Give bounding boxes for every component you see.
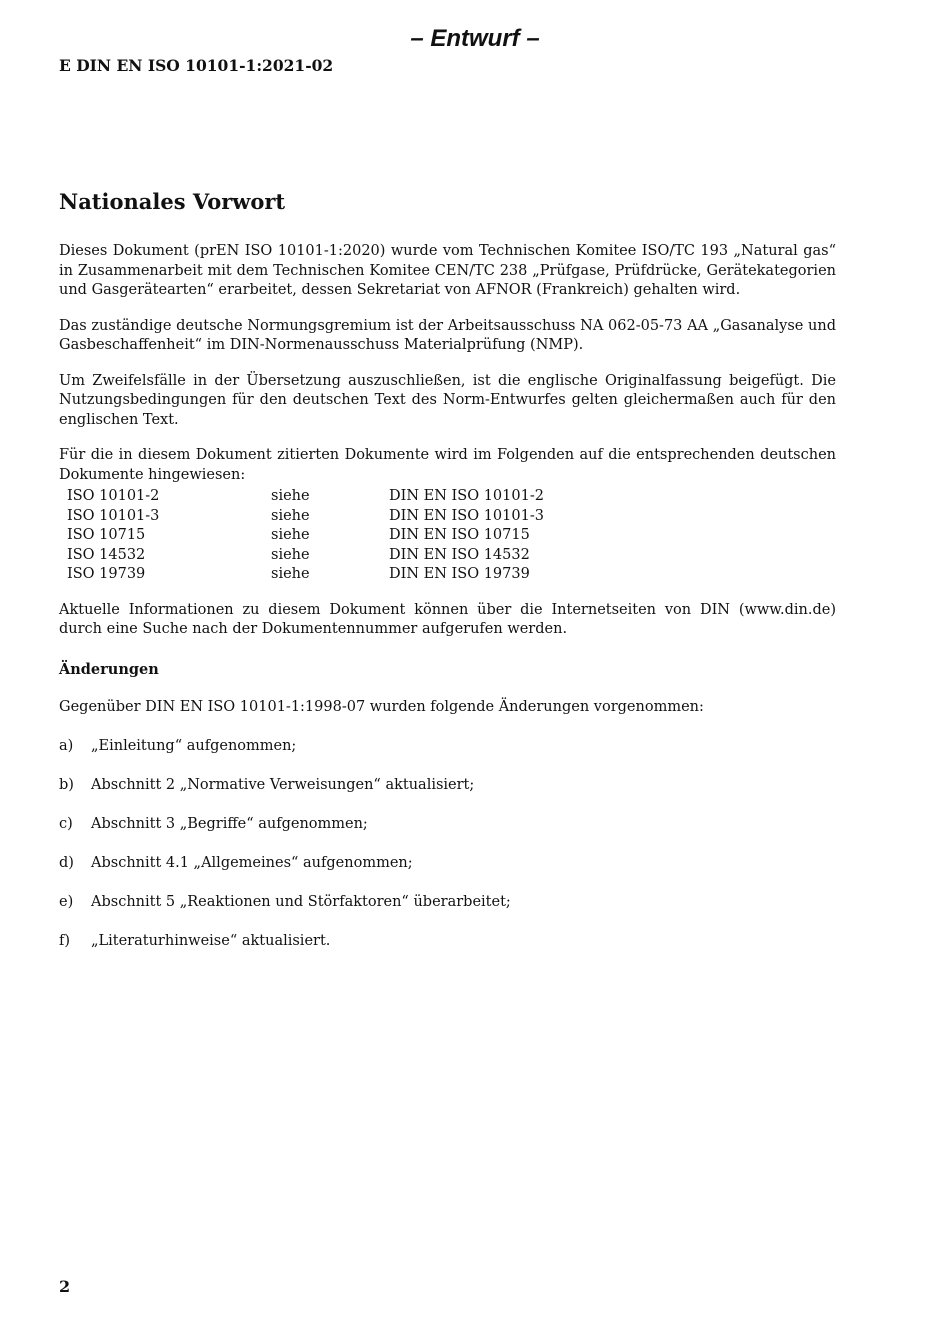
paragraph-committee: Dieses Dokument (prEN ISO 10101-1:2020) wurde vom Technischen Komitee ISO/TC 193 „Natural gas“ in Zusammenarbeit mit dem Technischen Komitee CEN/TC 238 „Prüfgase, Prüfdrücke, Gerätekategorien und Gasgerätearten“ erarbeitet, dessen Sekretariat von AFNOR (Frankreich) gehalten wird. bbox=[59, 243, 836, 298]
references-table bbox=[67, 487, 689, 585]
changes-heading: Änderungen bbox=[59, 660, 159, 678]
iso-reference: ISO 10101-2 bbox=[67, 488, 160, 504]
paragraph-responsible-body: Das zuständige deutsche Normungsgremium ist der Arbeitsausschuss NA 062-05-73 AA „Gasanalyse und Gasbeschaffenheit“ im DIN-Normenausschuss Materialprüfung (NMP). bbox=[59, 317, 836, 353]
list-item-label: c) bbox=[59, 816, 73, 832]
reference-link-word: siehe bbox=[271, 527, 310, 543]
din-reference: DIN EN ISO 10101-2 bbox=[389, 488, 544, 504]
reference-link-word: siehe bbox=[271, 546, 310, 563]
iso-reference: ISO 19739 bbox=[67, 566, 146, 582]
reference-link-word: siehe bbox=[271, 566, 310, 582]
din-reference: DIN EN ISO 10715 bbox=[389, 527, 530, 543]
din-reference: DIN EN ISO 14532 bbox=[389, 546, 530, 563]
iso-reference: ISO 10715 bbox=[67, 527, 146, 543]
list-item bbox=[59, 932, 836, 952]
din-reference: DIN EN ISO 10101-3 bbox=[389, 507, 544, 524]
reference-link-word: siehe bbox=[271, 488, 310, 504]
list-item-label: d) bbox=[59, 855, 74, 871]
iso-reference: ISO 14532 bbox=[67, 546, 146, 563]
page-title: Nationales Vorwort bbox=[59, 189, 286, 214]
table-row bbox=[67, 546, 689, 566]
iso-reference: ISO 10101-3 bbox=[67, 507, 160, 524]
list-item bbox=[59, 815, 836, 835]
list-item-label: f) bbox=[59, 933, 71, 949]
list-item-text: Abschnitt 4.1 „Allgemeines“ aufgenommen; bbox=[91, 855, 413, 871]
list-item-text: „Einleitung“ aufgenommen; bbox=[91, 738, 297, 754]
page-content bbox=[59, 188, 836, 971]
list-item-label: a) bbox=[59, 738, 74, 754]
changes-list bbox=[59, 737, 836, 952]
paragraph-din-info: Aktuelle Informationen zu diesem Dokument können über die Internetseiten von DIN (www.din.de) durch eine Suche nach der Dokumentennummer aufgerufen werden. bbox=[59, 601, 836, 637]
paragraph-references-intro: Für die in diesem Dokument zitierten Dokumente wird im Folgenden auf die entsprechenden deutschen Dokumente hingewiesen: bbox=[59, 447, 836, 483]
list-item-label: e) bbox=[59, 894, 74, 910]
list-item bbox=[59, 854, 836, 874]
page-number: 2 bbox=[59, 1277, 71, 1296]
din-reference: DIN EN ISO 19739 bbox=[389, 566, 530, 582]
document-id: E DIN EN ISO 10101-1:2021-02 bbox=[59, 56, 334, 75]
table-row bbox=[67, 507, 689, 527]
list-item-text: Abschnitt 3 „Begriffe“ aufgenommen; bbox=[91, 816, 368, 832]
list-item bbox=[59, 737, 836, 757]
list-item bbox=[59, 776, 836, 796]
paragraph-translation-note: Um Zweifelsfälle in der Übersetzung auszuschließen, ist die englische Originalfassung beigefügt. Die Nutzungsbedingungen für den deutschen Text des Norm-Entwurfes gelten gleichermaßen auch für den englischen Text. bbox=[59, 372, 836, 428]
list-item-text: „Literaturhinweise“ aktualisiert. bbox=[91, 933, 331, 949]
reference-link-word: siehe bbox=[271, 507, 310, 524]
list-item-text: Abschnitt 2 „Normative Verweisungen“ aktualisiert; bbox=[91, 777, 475, 793]
draft-watermark: – Entwurf – bbox=[410, 25, 540, 52]
table-row bbox=[67, 487, 689, 507]
list-item-label: b) bbox=[59, 777, 74, 793]
list-item-text: Abschnitt 5 „Reaktionen und Störfaktoren“ überarbeitet; bbox=[91, 894, 511, 910]
list-item bbox=[59, 893, 836, 913]
table-row bbox=[67, 526, 689, 546]
table-row bbox=[67, 565, 689, 585]
changes-intro: Gegenüber DIN EN ISO 10101-1:1998-07 wurden folgende Änderungen vorgenommen: bbox=[59, 699, 704, 715]
